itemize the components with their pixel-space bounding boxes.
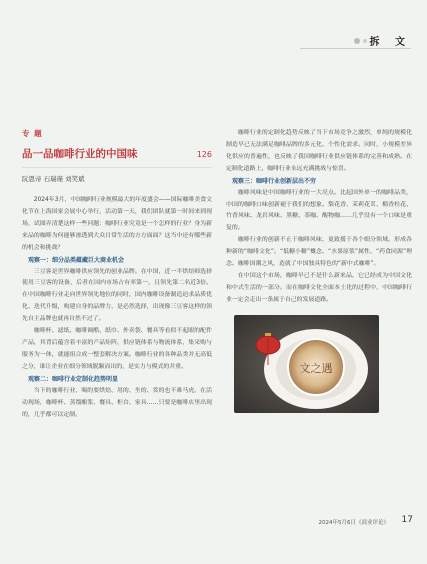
article-page-ref: 126 xyxy=(196,150,212,159)
paragraph: 三豆客是世界咖啡供应领先的创业品牌。在中国，近一半烘焙师选择使用三豆客的设备，后者在国内市场占有率第一，且领先第二名近3倍。在中国咖啡行业走向世界领先地位的同时，国内咖啡设备制造迫求品质优化、迭代升级，构建自身的品牌力，是必然选择，出现像三豆客这样的领先自主品牌也就再自然不过了。 xyxy=(22,268,212,323)
paragraph: 咖啡风味是中国咖啡行业的一大亮点。比起国外单一的咖啡品类，中国的咖啡口味创新褪于我们的想象。梨花香、茉莉花茗、榴香柱花、竹香风味、龙岩风味、黑糖、茶咖、酸物咖……几乎没有一个口味是重复的。 xyxy=(226,189,412,232)
article-title: 品一品咖啡行业的中国味 xyxy=(22,148,138,160)
footer-info: 2024年5月6日《商业评论》 xyxy=(318,520,389,526)
header-dot-small-icon xyxy=(363,39,367,43)
header-divider xyxy=(300,48,411,49)
header-dot-icon xyxy=(354,38,360,44)
latte-art-image xyxy=(234,315,379,413)
section-header xyxy=(354,33,411,48)
latte-art-text: 文之遇 xyxy=(299,361,333,375)
paragraph: 在中国这个市场，咖啡早已不是什么新来品，它已经成为中国文化和中式生活的一部分。而在咖啡文化全面本土化的过程中，中国咖啡行业一定会走出一条属于自己的发展道路。 xyxy=(226,272,412,303)
subheading-3: 观察三：咖啡行业创新层出不穷 xyxy=(232,177,317,185)
paragraph: 咖啡行业的定制化趋势反映了当下市场竞争之激烈，单纯的规模化制造早已无法满足咖啡品牌的多元化、个性化需求。同时，小规模差异化供应的普遍性，也反映了我国咖啡行业供应链体系的完善和成熟。在定制化道路上，咖啡行业永远充满挑战与惊喜。 xyxy=(226,130,412,172)
paragraph: 咖啡杯、滤纸、咖啡调酷、纸巾、外卖袋、餐具等看似不起眼的配件产品，其背后蕴含着丰富的产品矩阵，供应链体系与物流体系，集采购与服务为一体，就能组合成一整套解决方案。咖啡行业的各种品类并无高低之分，谁让企业在细分领域脱颖而出的，是实力与模式的并重。 xyxy=(22,328,212,370)
subheading-2: 观察二：咖啡行业定制化趋势明显 xyxy=(28,375,119,383)
right-column xyxy=(226,128,412,413)
paragraph: 当下的咖啡行业，喝的要烘焙、用的、坐的、赏的也不难马虎。在活动现场，咖啡杯、蒸馏酿浆、餐具、柜台、家具……只要是咖啡店里出现的，几乎都可以定制。 xyxy=(22,387,212,418)
left-column xyxy=(22,128,212,421)
page-number: 17 xyxy=(401,515,413,525)
paragraph: 2024年3月，中国咖啡行业规模最大的年度盛会——国际咖啡美食文化节在上海国家会展中心举行，活动第一天，我们团队就第一时间来到现场，试图弄清楚这样一些问题：咖啡行业究竟是一个怎样的行业？身为新来品的咖啡为何能够渗透到大众日常生活的方方面面？这当中还有哪些新的机会和挑战？ xyxy=(22,197,212,251)
article-tag: 专 题 xyxy=(22,129,43,138)
article-title-row xyxy=(22,146,212,168)
subheading-1: 观察一：细分品类蕴藏巨大商业机会 xyxy=(28,256,125,264)
latte-photo xyxy=(234,315,379,413)
section-title: 拆 文 xyxy=(369,37,411,48)
article-authors: 阮恩帝 石瑞瑾 刘笑斌 xyxy=(22,175,85,183)
paragraph: 咖啡行业的创新不止于咖啡风味，更致援于各个细分领域。形成各种新的“咖啡文化”。“低糖小糖”概念、“水果原浆”属性、“药食同源”理念、咖啡国潮之风，造就了中国独具特色的“新中式咖啡”。 xyxy=(226,237,412,268)
